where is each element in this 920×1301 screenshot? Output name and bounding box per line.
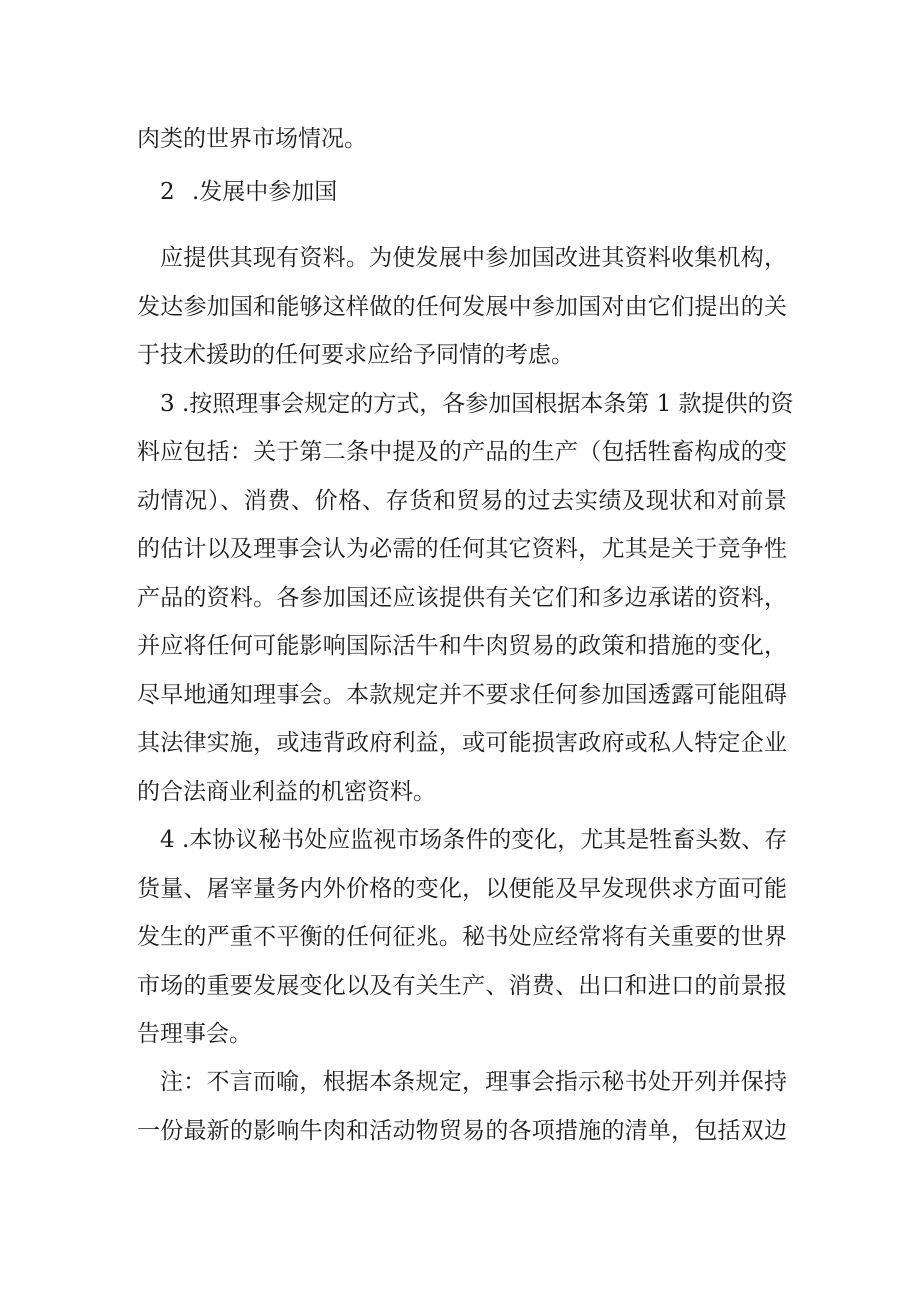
- text-line: 4 .本协议秘书处应监视市场条件的变化，尤其是牲畜头数、存: [160, 827, 788, 853]
- text-line: 市场的重要发展变化以及有关生产、消费、出口和进口的前景报: [137, 973, 787, 999]
- text-line: 动情况）、消费、价格、存货和贸易的过去实绩及现状和对前景: [137, 488, 787, 514]
- text-line: 料应包括：关于第二条中提及的产品的生产（包括牲畜构成的变: [137, 439, 787, 465]
- text-line: 并应将任何可能影响国际活牛和牛肉贸易的政策和措施的变化，: [137, 633, 787, 659]
- text-line: 告理事会。: [137, 1021, 252, 1047]
- text-line: 的合法商业利益的机密资料。: [137, 779, 436, 805]
- text-line: 其法律实施，或违背政府利益，或可能损害政府或私人特定企业: [137, 730, 787, 756]
- text-line: 货量、屠宰量务内外价格的变化，以便能及早发现供求方面可能: [137, 876, 787, 902]
- text-line: 的估计以及理事会认为必需的任何其它资料，尤其是关于竞争性: [137, 536, 787, 562]
- section-heading: .发展中参加国: [192, 179, 338, 205]
- text-line: 肉类的世界市场情况。: [137, 126, 367, 152]
- text-line: 于技术援助的任何要求应给予同情的考虑。: [137, 342, 574, 368]
- text-line: 尽早地通知理事会。本款规定并不要求任何参加国透露可能阻碍: [137, 682, 787, 708]
- text-line: 一份最新的影响牛肉和活动物贸易的各项措施的清单，包括双边: [137, 1118, 787, 1144]
- text-line: 发生的严重不平衡的任何征兆。秘书处应经常将有关重要的世界: [137, 924, 787, 950]
- text-line: 产品的资料。各参加国还应该提供有关它们和多边承诺的资料，: [137, 585, 787, 611]
- section-number: 2: [160, 179, 175, 205]
- text-line: 3 .按照理事会规定的方式，各参加国根据本条第 1 款提供的资: [160, 391, 794, 417]
- text-line: 应提供其现有资料。为使发展中参加国改进其资料收集机构，: [160, 245, 787, 271]
- text-line: 发达参加国和能够这样做的任何发展中参加国对由它们提出的关: [137, 294, 787, 320]
- text-line: 注：不言而喻，根据本条规定，理事会指示秘书处开列并保持: [160, 1069, 787, 1095]
